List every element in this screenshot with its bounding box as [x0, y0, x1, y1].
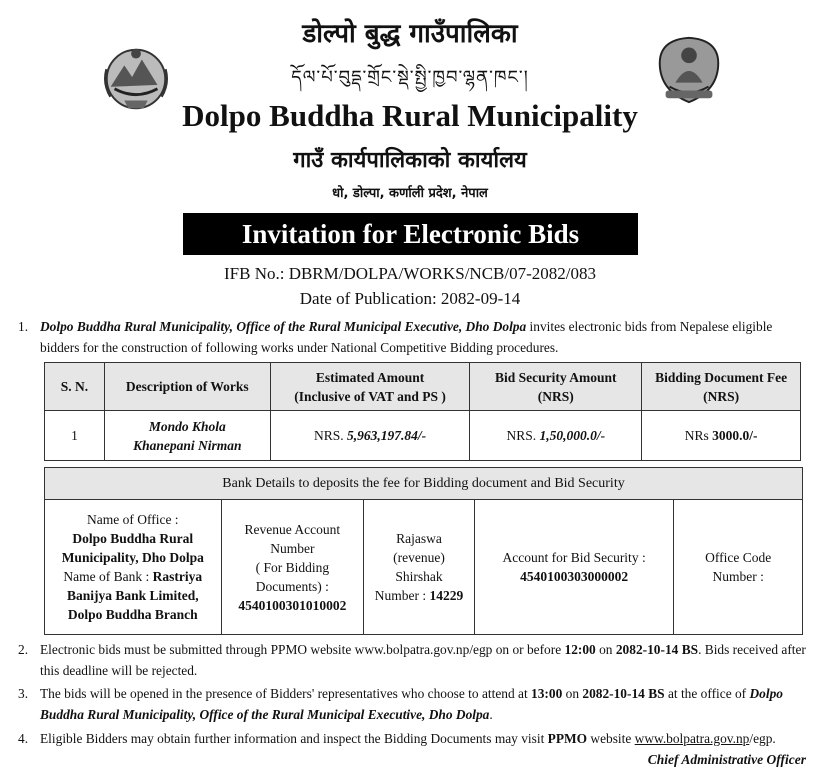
bank-details-box [44, 467, 803, 635]
address-nepali: धो, डोल्पा, कर्णाली प्रदेश, नेपाल [332, 186, 488, 201]
table-header-row [45, 363, 801, 411]
cell-description: Mondo Khola Khanepani Nirman [104, 411, 270, 461]
paragraph-4: 4. Eligible Bidders may obtain further information and inspect the Bidding Documents may visit PPMO website www.bolpatra.gov.np/egp. [18, 731, 776, 746]
notice-banner: Invitation for Electronic Bids [183, 213, 638, 255]
bank-details-heading: Bank Details to deposits the fee for Bidding document and Bid Security [45, 468, 802, 500]
header-bid-security: Bid Security Amount (NRS) [470, 363, 642, 411]
municipality-name-english: Dolpo Buddha Rural Municipality [182, 98, 638, 133]
header-document-fee: Bidding Document Fee (NRS) [642, 363, 801, 411]
paragraph-1 [18, 316, 810, 358]
publication-date: Date of Publication: 2082-09-14 [299, 289, 521, 308]
cell-bid-security: NRS. 1,50,000.0/- [470, 411, 642, 461]
office-code-cell: Office Code Number : [705, 550, 772, 584]
header-estimated-amount: Estimated Amount (Inclusive of VAT and PS ) [270, 363, 470, 411]
revenue-account-cell: Revenue Account Number ( For Bidding Documents) : 4540100301010002 [222, 500, 365, 634]
paragraph-2: 2. Electronic bids must be submitted through PPMO website www.bolpatra.gov.np/egp on or before 12:00 on 2082-10-14 BS. Bids received after this deadline will be rejected. [18, 642, 806, 678]
bolpatra-link[interactable]: www.bolpatra.gov.np [634, 731, 750, 746]
header-sn: S. N. [45, 363, 105, 411]
municipality-name-tibetan: དོལ་པོ་བུདྡ་གྲོང་སྡེ་སྤྱི་ཁྱབ་ལྷན་ཁང་། [291, 67, 529, 88]
office-name-nepali: गाउँ कार्यपालिकाको कार्यालय [293, 148, 527, 173]
municipality-office-name: Dolpo Buddha Rural Municipality, Office of the Rural Municipal Executive, Dho Dolpa [40, 319, 527, 334]
cell-document-fee: NRs 3000.0/- [642, 411, 801, 461]
cell-estimated-amount: NRS. 5,963,197.84/- [270, 411, 470, 461]
signature-title: Chief Administrative Officer [647, 752, 806, 767]
municipality-name-nepali: डोल्पो बुद्ध गाउँपालिका [302, 19, 518, 49]
bank-office-cell: Name of Office : Dolpo Buddha Rural Municipality, Dho Dolpa Name of Bank : Rastriya Banijya Bank Limited, Dolpo Buddha Branch [45, 500, 222, 634]
bid-security-account-cell: Account for Bid Security : 4540100303000002 [475, 500, 674, 634]
table-row [45, 411, 801, 461]
paragraph-3: 3. The bids will be opened in the presence of Bidders' representatives who choose to attend at 13:00 on 2082-10-14 BS at the office of Dolpo Buddha Rural Municipality, Office of the Rural Municipal Executive, Dho Dolpa. [18, 686, 783, 722]
cell-sn: 1 [45, 411, 105, 461]
header-description: Description of Works [104, 363, 270, 411]
paragraph-number: 1. [18, 319, 29, 334]
ifb-number: IFB No.: DBRM/DOLPA/WORKS/NCB/07-2082/083 [223, 264, 596, 283]
paragraph-text: invites electronic bids from Nepalese eligible bidders for the construction of following works under National Competitive Bidding procedures. [40, 319, 773, 355]
rajaswa-cell: Rajaswa (revenue) Shirshak Number : 14229 [364, 500, 475, 634]
works-table [44, 362, 801, 461]
